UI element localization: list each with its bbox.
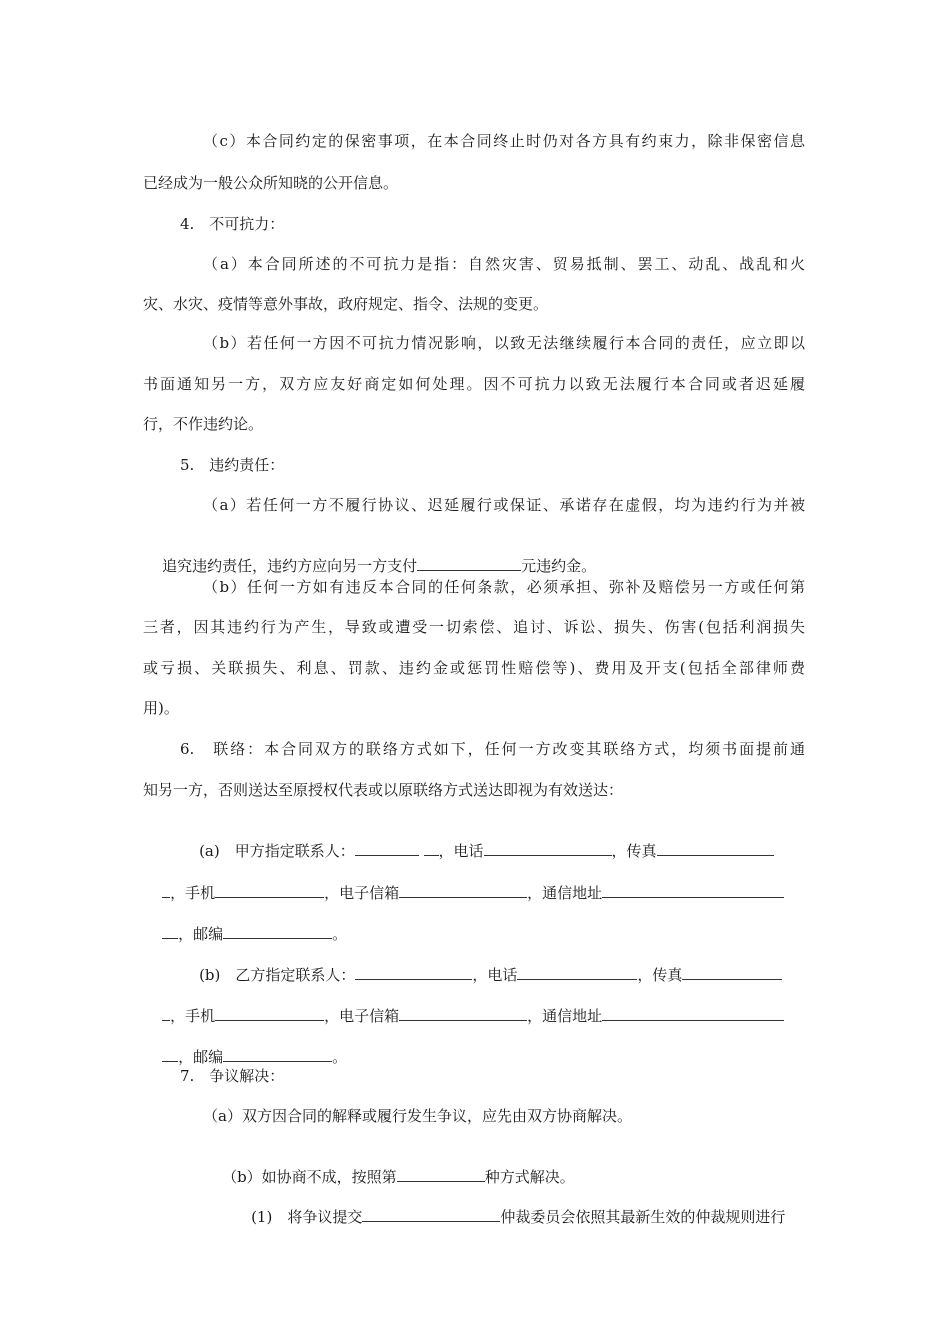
clause-5a-text: 追究违约责任，违约方应向另一方支付	[162, 557, 418, 575]
clause-5b-line-2: 三者，因其违约行为产生，导致或遭受一切索偿、追讨、诉讼、损失、伤害(包括利润损失	[143, 618, 805, 636]
party-a-zip-label: ，邮编	[178, 925, 224, 943]
party-a-address-label: ，通信地址	[527, 884, 603, 902]
party-b-fax-blank-cont[interactable]	[162, 1005, 170, 1021]
clause-4a-line-1: （a）本合同所述的不可抗力是指：自然灾害、贸易抵制、罢工、动乱、战乱和火	[203, 255, 805, 273]
party-b-address-blank-cont[interactable]	[162, 1046, 178, 1062]
party-b-address-blank[interactable]	[602, 1005, 784, 1021]
party-a-fax-blank[interactable]	[657, 840, 774, 856]
section-6-line-1: 6. 联络：本合同双方的联络方式如下，任何一方改变其联络方式，均须书面提前通	[180, 740, 805, 758]
party-b-fax-label: ，传真	[637, 966, 683, 984]
clause-4b-line-2: 书面通知另一方，双方应友好商定如何处理。因不可抗力以致无法履行本合同或者迟延履	[143, 375, 805, 393]
arbitration-commission-blank[interactable]	[362, 1206, 500, 1222]
party-b-email-label: ，电子信箱	[324, 1007, 400, 1025]
clause-4b-line-1: （b）若任何一方因不可抗力情况影响，以致无法继续履行本合同的责任，应立即以	[203, 334, 805, 352]
clause-7b-text: （b）如协商不成，按照第	[222, 1168, 397, 1186]
clause-5b-line-1: （b）任何一方如有违反本合同的任何条款，必须承担、弥补及赔偿另一方或任何第	[203, 578, 805, 596]
party-a-contact-blank-2[interactable]	[424, 840, 439, 856]
party-b-fax-blank[interactable]	[682, 964, 782, 980]
clause-4b-line-3: 行，不作违约论。	[143, 415, 264, 433]
section-7-heading: 7. 争议解决：	[180, 1067, 285, 1085]
party-b-address-label: ，通信地址	[527, 1007, 603, 1025]
party-a-address-blank[interactable]	[602, 882, 784, 898]
clause-7a: （a）双方因合同的解释或履行发生争议，应先由双方协商解决。	[203, 1107, 632, 1125]
party-a-contact-blank[interactable]	[355, 840, 419, 856]
party-a-phone-label: ，电话	[438, 842, 484, 860]
party-a-email-label: ，电子信箱	[324, 884, 400, 902]
party-a-phone-blank[interactable]	[484, 840, 612, 856]
party-a-fax-blank-cont[interactable]	[162, 882, 170, 898]
option-1-suffix: 仲裁委员会依照其最新生效的仲裁规则进行	[500, 1208, 786, 1226]
method-number-blank[interactable]	[397, 1166, 485, 1182]
clause-7b-suffix: 种方式解决。	[484, 1168, 575, 1186]
clause-5a-line-1: （a）若任何一方不履行协议、迟延履行或保证、承诺存在虚假，均为违约行为并被	[203, 496, 805, 514]
section-6-line-2: 知另一方，否则送达至原授权代表或以原联络方式送达即视为有效送达：	[143, 781, 624, 799]
penalty-amount-blank[interactable]	[417, 555, 521, 571]
party-a-address-blank-cont[interactable]	[162, 923, 178, 939]
clause-3c-line-1: （c）本合同约定的保密事项，在本合同终止时仍对各方具有约束力，除非保密信息	[203, 132, 805, 150]
clause-5a-suffix: 元违约金。	[521, 557, 597, 575]
party-a-mobile-blank[interactable]	[215, 882, 324, 898]
clause-3c-line-2: 已经成为一般公众所知晓的公开信息。	[143, 174, 399, 192]
party-b-phone-label: ，电话	[472, 966, 518, 984]
section-5-heading: 5. 违约责任：	[180, 456, 285, 474]
party-a-fax-label: ，传真	[611, 842, 657, 860]
party-a-end: 。	[332, 925, 348, 943]
party-b-contact-label: (b) 乙方指定联系人：	[199, 966, 356, 984]
party-b-end: 。	[332, 1048, 348, 1066]
clause-4a-line-2: 灾、水灾、疫情等意外事故，政府规定、指令、法规的变更。	[143, 295, 549, 313]
section-4-heading: 4. 不可抗力：	[180, 215, 285, 233]
party-b-mobile-blank[interactable]	[215, 1005, 324, 1021]
party-b-contact-blank[interactable]	[355, 964, 472, 980]
party-a-zip-blank[interactable]	[223, 923, 332, 939]
clause-5b-line-4: 用)。	[143, 699, 179, 717]
party-b-zip-blank[interactable]	[223, 1046, 332, 1062]
party-b-phone-blank[interactable]	[517, 964, 637, 980]
party-a-contact-label: (a) 甲方指定联系人：	[199, 842, 355, 860]
party-a-email-blank[interactable]	[399, 882, 527, 898]
clause-5b-line-3: 或亏损、关联损失、利息、罚款、违约金或惩罚性赔偿等)、费用及开支(包括全部律师费	[143, 659, 805, 677]
party-b-email-blank[interactable]	[399, 1005, 527, 1021]
party-a-mobile-label: ，手机	[170, 884, 216, 902]
clause-7b-option-1	[232, 1186, 785, 1247]
option-1-text: (1) 将争议提交	[251, 1208, 363, 1226]
party-b-zip-label: ，邮编	[178, 1048, 224, 1066]
party-b-mobile-label: ，手机	[170, 1007, 216, 1025]
